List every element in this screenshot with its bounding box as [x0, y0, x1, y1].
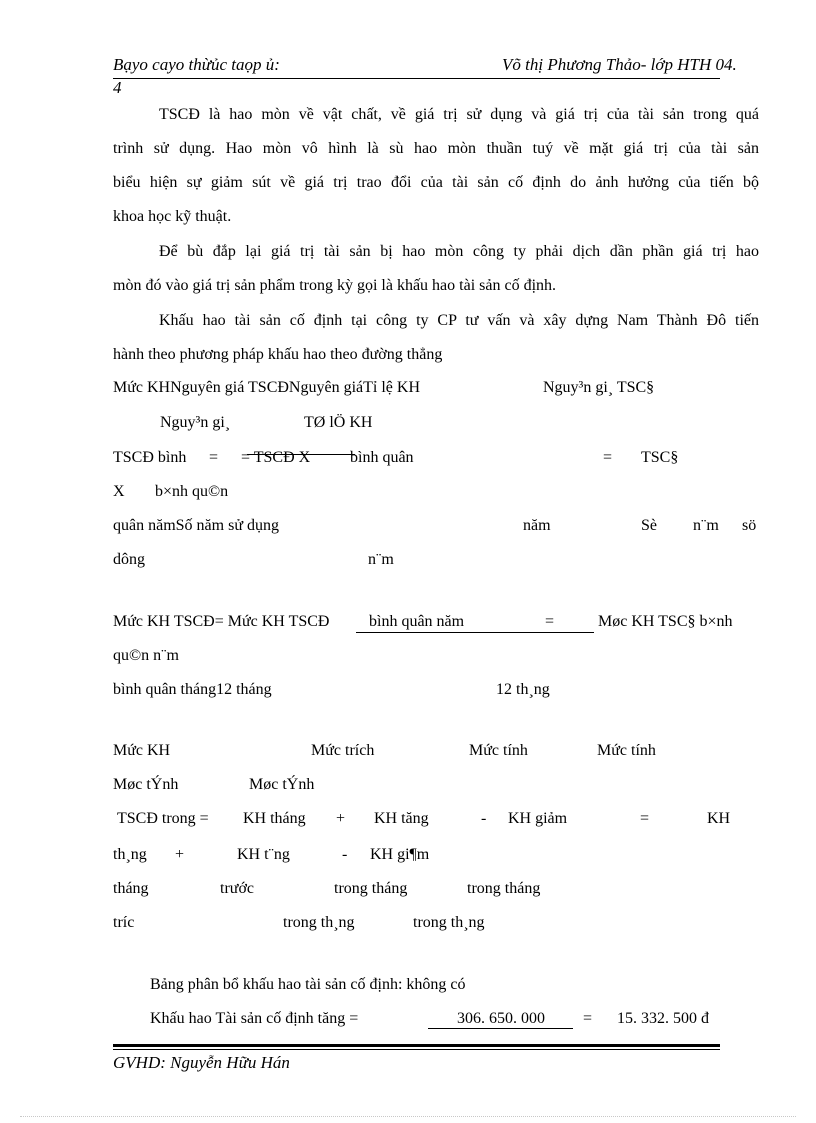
- formula3-row2-a: Møc tÝnh: [113, 776, 179, 793]
- formula3-row3-minus: -: [481, 810, 487, 827]
- formula1-row1-text: Mức KHNguyên giá TSCĐNguyên giáTỉ lệ KH: [113, 379, 420, 396]
- formula1-row5-a: quân nămSố năm sử dụng: [113, 517, 279, 534]
- formula3-row4-b: KH t¨ng: [237, 846, 290, 863]
- formula2-row2-a: qu©n n¨m: [113, 647, 179, 664]
- formula1-row2-garbled-b: TØ lÖ KH: [304, 414, 373, 431]
- formula1-row3-eq1: =: [209, 449, 219, 466]
- formula1-row3-b: = TSCĐ X: [241, 449, 311, 466]
- paragraph-3-line-2: hành theo phương pháp khấu hao theo đường thẳng: [113, 346, 443, 363]
- formula3-row1-c: Mức tính: [469, 742, 528, 759]
- footer-rule-thick: [113, 1044, 720, 1047]
- summary-line-2-eq: =: [583, 1010, 593, 1027]
- paragraph-3-line-1: Khấu hao tài sản cố định tại công ty CP tư vấn và xây dựng Nam Thành Đô tiến: [159, 312, 759, 329]
- header-rule: [113, 78, 720, 79]
- formula3-row6-b: trong th¸ng: [283, 914, 355, 931]
- formula3-row5-a: tháng: [113, 880, 149, 897]
- paragraph-1-line-2: trình sử dụng. Hao mòn vô hình là sù hao mòn thuần tuý về mặt giá trị của tài sản: [113, 140, 759, 157]
- formula2-row3-a: bình quân tháng12 tháng: [113, 681, 272, 698]
- formula1-row5-c: Sè: [641, 517, 657, 534]
- formula3-row1-d: Mức tính: [597, 742, 656, 759]
- formula2-row1-c: Møc KH TSC§ b×nh: [598, 613, 733, 630]
- summary-fraction-line: [428, 1028, 573, 1029]
- formula3-row4-plus: +: [175, 846, 185, 863]
- formula1-row6-b: n¨m: [368, 551, 394, 568]
- summary-line-1: Bảng phân bổ khấu hao tài sản cố định: không có: [150, 976, 466, 993]
- formula2-row3-b: 12 th¸ng: [496, 681, 550, 698]
- formula1-row5-d: n¨m: [693, 517, 719, 534]
- formula3-row4-a: th¸ng: [113, 846, 147, 863]
- formula1-row5-e: sö: [742, 517, 757, 534]
- formula1-row3-c: bình quân: [350, 449, 414, 466]
- formula3-row4-minus: -: [342, 846, 348, 863]
- formula1-fraction-line: [247, 454, 355, 455]
- formula1-row5-b: năm: [523, 517, 551, 534]
- formula1-row4-a: X: [113, 483, 125, 500]
- paragraph-1-line-4: khoa học kỹ thuật.: [113, 208, 232, 225]
- summary-line-2-label: Khấu hao Tài sản cố định tăng =: [150, 1010, 359, 1027]
- header-right: Võ thị Phương Thảo- lớp HTH 04.: [502, 55, 737, 74]
- footer-text: GVHD: Nguyễn Hữu Hán: [113, 1053, 290, 1072]
- footer-rule-thin: [113, 1049, 720, 1050]
- formula3-row6-a: tríc: [113, 914, 135, 931]
- summary-line-2-value: 306. 650. 000: [457, 1010, 545, 1027]
- formula3-row6-c: trong th¸ng: [413, 914, 485, 931]
- formula1-row3-d: TSC§: [641, 449, 679, 466]
- formula2-row1-a: Mức KH TSCĐ= Mức KH TSCĐ: [113, 613, 330, 630]
- formula3-row3-eq: =: [640, 810, 650, 827]
- formula3-row1-a: Mức KH: [113, 742, 171, 759]
- formula3-row3-a: TSCĐ trong =: [117, 810, 209, 827]
- formula2-row1-eq: =: [545, 613, 555, 630]
- formula3-row5-c: trong tháng: [334, 880, 408, 897]
- formula1-row4-b: b×nh qu©n: [155, 483, 229, 500]
- formula3-row1-b: Mức trích: [311, 742, 375, 759]
- summary-line-2-result: 15. 332. 500 đ: [617, 1010, 709, 1027]
- formula1-row1-garbled: Nguy³n gi¸ TSC§: [543, 379, 655, 396]
- page-edge: [20, 1116, 796, 1117]
- formula3-row5-b: trước: [220, 880, 255, 897]
- header-page-fragment: 4: [113, 78, 122, 97]
- formula1-row3-eq2: =: [603, 449, 613, 466]
- formula3-row3-plus: +: [336, 810, 346, 827]
- formula3-row3-c: KH tăng: [374, 810, 429, 827]
- formula2-fraction-line: [356, 632, 594, 633]
- paragraph-2-line-2: mòn đó vào giá trị sản phẩm trong kỳ gọi là khấu hao tài sản cố định.: [113, 277, 557, 294]
- paragraph-2-line-1: Để bù đắp lại giá trị tài sản bị hao mòn công ty phải dịch dần phần giá trị hao: [159, 243, 759, 260]
- paragraph-1-line-3: biểu hiện sự giảm sút về giá trị trao đổi của tài sản cố định do ảnh hưởng của tiến bộ: [113, 174, 759, 191]
- formula2-row1-b: bình quân năm: [369, 613, 465, 630]
- formula3-row3-e: KH: [707, 810, 731, 827]
- formula3-row5-d: trong tháng: [467, 880, 541, 897]
- formula3-row2-b: Møc tÝnh: [249, 776, 315, 793]
- formula3-row4-c: KH gi¶m: [370, 846, 430, 863]
- formula1-row2-garbled-a: Nguy³n gi¸: [160, 414, 231, 431]
- paragraph-1-line-1: TSCĐ là hao mòn về vật chất, về giá trị sử dụng và giá trị của tài sản trong quá: [159, 106, 759, 123]
- formula3-row3-b: KH tháng: [243, 810, 306, 827]
- formula3-row3-d: KH giảm: [508, 810, 568, 827]
- header-left: Bạyo cayo thừủc taọp ủ:: [113, 55, 280, 74]
- formula1-row6-a: dông: [113, 551, 145, 568]
- formula1-row3-a: TSCĐ bình: [113, 449, 187, 466]
